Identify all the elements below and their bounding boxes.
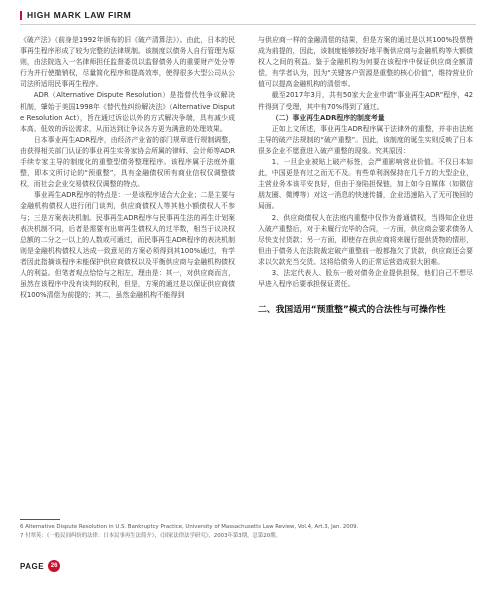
footnote: 6 Alternative Dispute Resolution in U.S. Bankruptcy Practice, University of Massachusetts Law Review, Vol.4, Art.3, Jan. 2009. xyxy=(20,524,359,530)
footnote: 7 付翠英：《一般民间纠纷的法律：日本民事再生法简介》，《国家法律法学研究》，2003年第3期，总第20期。 xyxy=(20,533,281,539)
paragraph: 与供应商一样的金融清偿的结果，但是方案的通过是以其100%投票赞成为前提的，因此，该制度能够较好地平衡供应商与金融机构等大额债权人之间的利益。鉴于金融机构为何要在该程序中保证供应商全额清偿，有学者认为，因为“关键客户资源是重整的核心价值”，维持营业价值可以提高金融机构的清偿率。 xyxy=(258,36,473,89)
paragraph: 日本事业再生ADR程序，由经济产业省的部门规章进行规制调整，由获得相关部门认证的事业再生实务家协会所属的律师、会计师等ADR手续专家主导的制度化的重整型债务整理程序。该程序属于法庭外重整，即本文所讨论的“预重整”，具有金融债权所有商业信权仅调整债权，而社会企业交易债权仅调整的特点。 xyxy=(20,135,235,189)
section-heading: 二、我国适用“预重整”模式的合法性与可操作性 xyxy=(258,305,446,316)
paragraph: 3、法定代表人、股东一般对债务企业提供担保，他们自己不想尽早进入程序后要承担保证责任。 xyxy=(258,268,473,289)
right-column xyxy=(258,35,473,317)
footnote-rule xyxy=(20,519,60,520)
header xyxy=(20,10,131,20)
page-number-badge: 26 xyxy=(48,560,60,572)
paragraph: 1、一旦企业被贴上破产标签，会严重影响营业价值。不仅日本如此，中国更是有过之而无不及。有些单利润保持在几千万的大型企业，主营业务本该平安良好，但由于身陷担保链，加上如今自媒体（如微信朋友圈、微博等）对这一消息的快速传播，企业迅速陷入了无可挽回的局面。 xyxy=(258,158,473,211)
paragraph: 事业再生ADR程序的特点是：一是该程序适合大企业；二是主要与金融机构债权人进行闭门谈判，供应商债权人等其他小额债权人不参与；三是方案表决机制。民事再生ADR程序与民事再生法的再生计划案表决机制不同，后者是需要有出席再生债权人的过半数，相当于议决权总额的二分之一以上的人数或可通过，而民事再生ADR程序的表决机制则是金融机构债权人达成一致意见的方案必须得到其100%通过，有学者因此指摘该程序未能保护供应商债权以及平衡供应商与金融机构债权人的利益。但笔者观点恰恰与之相左，理由是：其一，对供应商而言，虽然在该程序中没有谈判的权利，但是，方案的通过是以保证供应商债权100%清偿为前提的；其二，虽然金融机构不能得到 xyxy=(20,191,235,300)
paragraph: ADR（Alternative Dispute Resolution）是指替代性争议解决机制，肇始于美国1998年《替代性纠纷解决法》（Alternative Dispute Resolution Act），旨在通过诉讼以外的方式解决争端，具有减少成本高、低效的诉讼需求，从而达到让争议各方更为满意的处理效果。 xyxy=(20,91,235,133)
page-footer xyxy=(20,560,60,572)
left-column xyxy=(20,35,235,301)
footnotes xyxy=(20,523,476,541)
footer-label: PAGE xyxy=(20,561,45,571)
subsection-heading: （二）事业再生ADR程序的制度考量 xyxy=(271,113,385,122)
header-accent-bar xyxy=(20,11,22,20)
header-title: HIGH MARK LAW FIRM xyxy=(27,10,132,20)
paragraph: 2、供应商债权人在法庭内重整中仅作为普通债权，当得知企业进入破产重整后，对于未履行完毕的合同，一方面，供应商会要求债务人尽快支付货款；另一方面，即使存在供应商将来履行提供货物的情形，但由于债务人在法院裁定破产重整前一般都拖欠了货款，供应商还会要求以欠款充当交货。这将给债务人的正常运营造成很大困难。 xyxy=(258,213,473,266)
paragraph: 《破产法》（前身是1992年颁布的旧《破产清算法》）。由此，日本的民事再生程序形成了较为完整的法律规制。该制度以债务人自行管理为原则，由法院选入一名律师担任监督委员以监督债务人的重要财产处分等行为并行使撤销权，尽量简化程序和提高效率，使得很多大型公司从公司法所适用民事再生程序。 xyxy=(20,36,235,89)
header-rule xyxy=(20,24,476,25)
paragraph: 正如上文所述，事业再生ADR程序属于法律外的重整，并非由法庭主导的破产法规制的“破产重整”。因此，该制度的诞生实则反映了日本很多企业不愿意进入破产重整的现象。究其原因： xyxy=(258,124,473,155)
paragraph: 截至2017年3月，共有50家大企业申请“事业再生ADR”程序，42件得到了受理，其中有70%得到了通过。 xyxy=(258,91,473,111)
